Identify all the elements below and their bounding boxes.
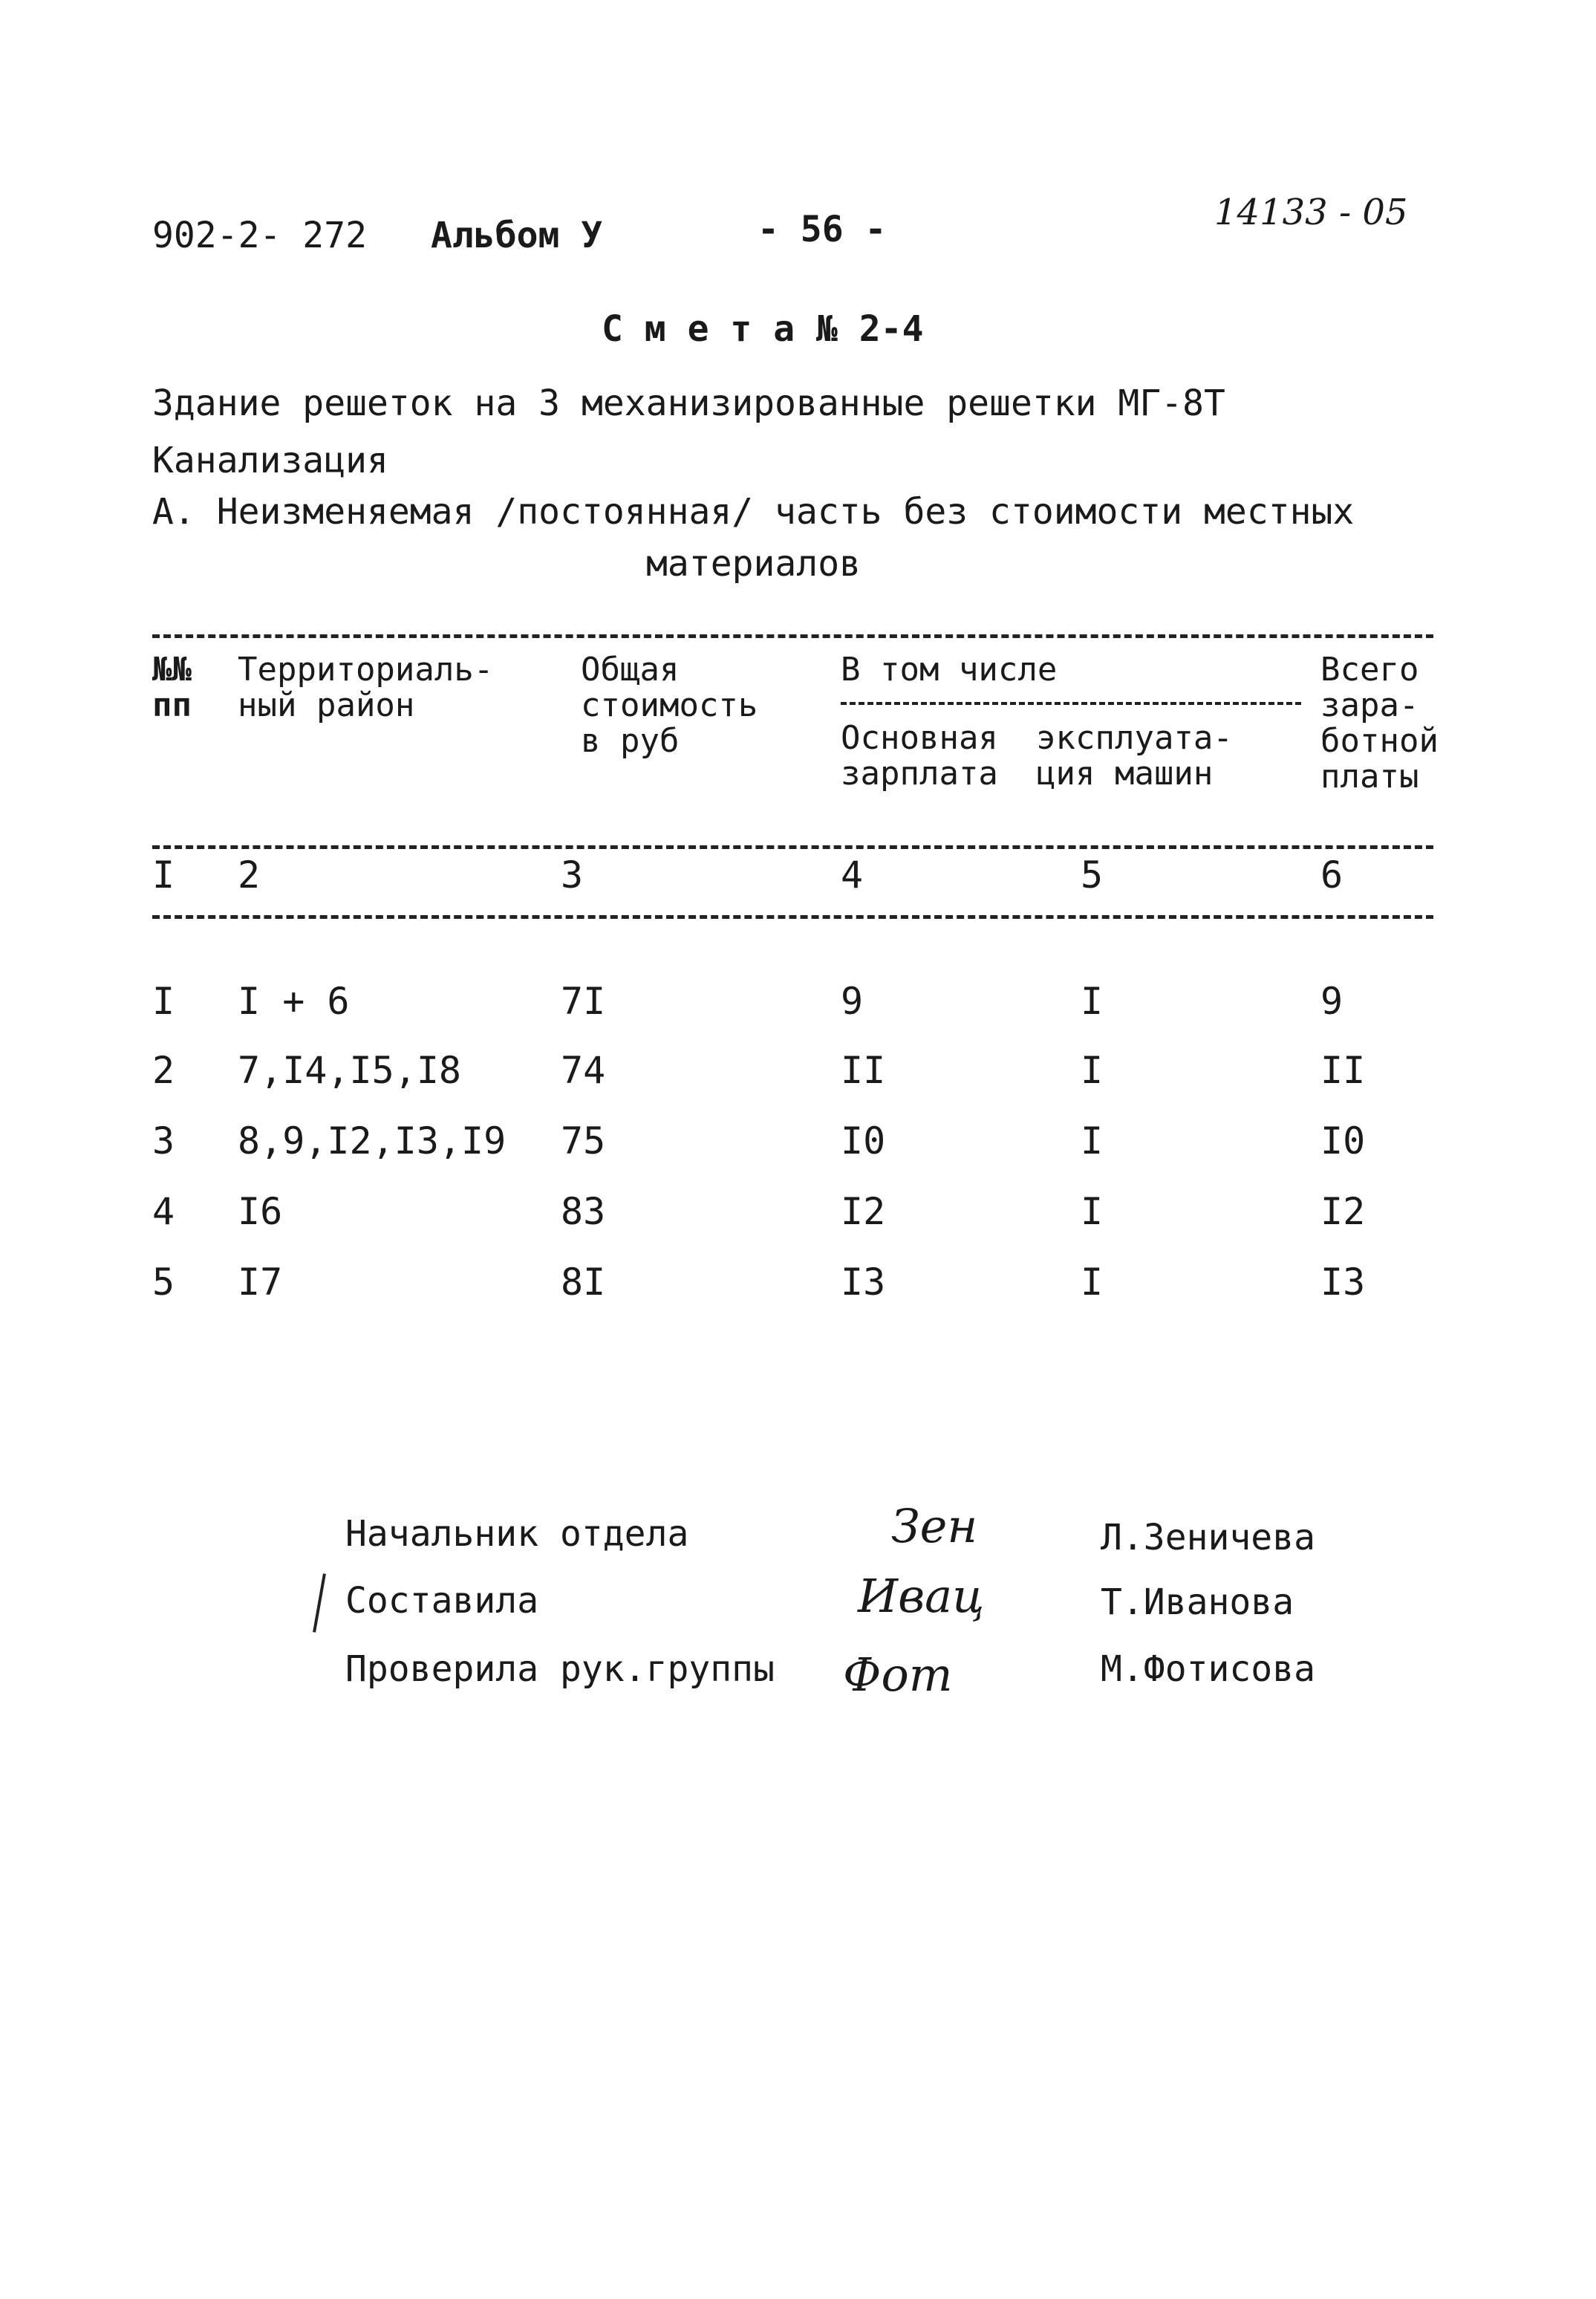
total-wages-cell: II xyxy=(1320,1049,1366,1092)
section-name: Канализация xyxy=(152,440,388,481)
total-wages-cell: I2 xyxy=(1320,1190,1366,1233)
basic-salary-cell: 9 xyxy=(841,980,864,1023)
header-group-rule xyxy=(841,702,1301,705)
header-row-number: №№ пп xyxy=(152,651,192,724)
total-wages-cell: I3 xyxy=(1320,1261,1366,1304)
total-cost-cell: 75 xyxy=(561,1119,606,1162)
signer-name: Л.Зеничева xyxy=(1101,1517,1315,1558)
row-number: I xyxy=(152,980,175,1023)
row-number: 2 xyxy=(152,1049,175,1092)
header-including-group: В том числе xyxy=(841,651,1058,689)
header-total-wages: Всего зара- ботной платы xyxy=(1320,651,1439,796)
column-number: 3 xyxy=(561,853,584,897)
column-number-rule xyxy=(152,915,1433,919)
basic-salary-cell: I2 xyxy=(841,1190,886,1233)
basic-salary-cell: I0 xyxy=(841,1119,886,1162)
column-number: 6 xyxy=(1320,853,1343,897)
total-cost-cell: 8I xyxy=(561,1261,606,1304)
handwritten-signature: Зен xyxy=(891,1499,978,1553)
column-number: 4 xyxy=(841,853,864,897)
doc-number: 902-2- 272 xyxy=(152,215,367,256)
signer-name: Т.Иванова xyxy=(1101,1581,1294,1623)
building-description: Здание решеток на 3 механизированные решетки МГ-8Т xyxy=(152,383,1225,424)
row-number: 3 xyxy=(152,1119,175,1162)
total-cost-cell: 7I xyxy=(561,980,606,1023)
total-cost-cell: 74 xyxy=(561,1049,606,1092)
total-wages-cell: I0 xyxy=(1320,1119,1366,1162)
part-description-continued: материалов xyxy=(646,543,861,585)
total-wages-cell: 9 xyxy=(1320,980,1343,1023)
header-basic-salary: Основная зарплата xyxy=(841,719,998,793)
signer-role: Начальник отдела xyxy=(345,1513,689,1555)
row-number: 5 xyxy=(152,1261,175,1304)
machine-operation-cell: I xyxy=(1081,1119,1104,1162)
header-bottom-rule xyxy=(152,845,1433,849)
machine-operation-cell: I xyxy=(1081,1049,1104,1092)
signer-name: М.Фотисова xyxy=(1101,1648,1315,1690)
machine-operation-cell: I xyxy=(1081,1190,1104,1233)
table-top-rule xyxy=(152,634,1433,638)
basic-salary-cell: I3 xyxy=(841,1261,886,1304)
header-total-cost: Общая стоимость в руб xyxy=(581,651,758,760)
handwritten-signature: Ивац xyxy=(858,1569,985,1623)
part-description: А. Неизменяемая /постоянная/ часть без стоимости местных xyxy=(152,491,1355,533)
total-cost-cell: 83 xyxy=(561,1190,606,1233)
estimate-title: С м е т а № 2-4 xyxy=(602,308,924,350)
machine-operation-cell: I xyxy=(1081,1261,1104,1304)
district-cell: 7,I4,I5,I8 xyxy=(238,1049,462,1092)
row-number: 4 xyxy=(152,1190,175,1233)
handwritten-code: 14133 - 05 xyxy=(1214,192,1408,233)
column-number: I xyxy=(152,853,175,897)
signer-role: Составила xyxy=(345,1580,539,1622)
column-number: 5 xyxy=(1081,853,1104,897)
handwritten-signature: Фот xyxy=(843,1648,953,1702)
district-cell: I + 6 xyxy=(238,980,350,1023)
district-cell: 8,9,I2,I3,I9 xyxy=(238,1119,507,1162)
signer-role: Проверила рук.группы xyxy=(345,1648,775,1690)
header-territorial-district: Территориаль- ный район xyxy=(238,651,494,724)
album-label: Альбом У xyxy=(431,215,603,256)
header-machine-operation: эксплуата- ция машин xyxy=(1036,719,1233,793)
column-number: 2 xyxy=(238,853,261,897)
basic-salary-cell: II xyxy=(841,1049,886,1092)
margin-mark xyxy=(313,1573,326,1632)
page-number: - 56 - xyxy=(758,209,887,250)
district-cell: I7 xyxy=(238,1261,283,1304)
machine-operation-cell: I xyxy=(1081,980,1104,1023)
district-cell: I6 xyxy=(238,1190,283,1233)
